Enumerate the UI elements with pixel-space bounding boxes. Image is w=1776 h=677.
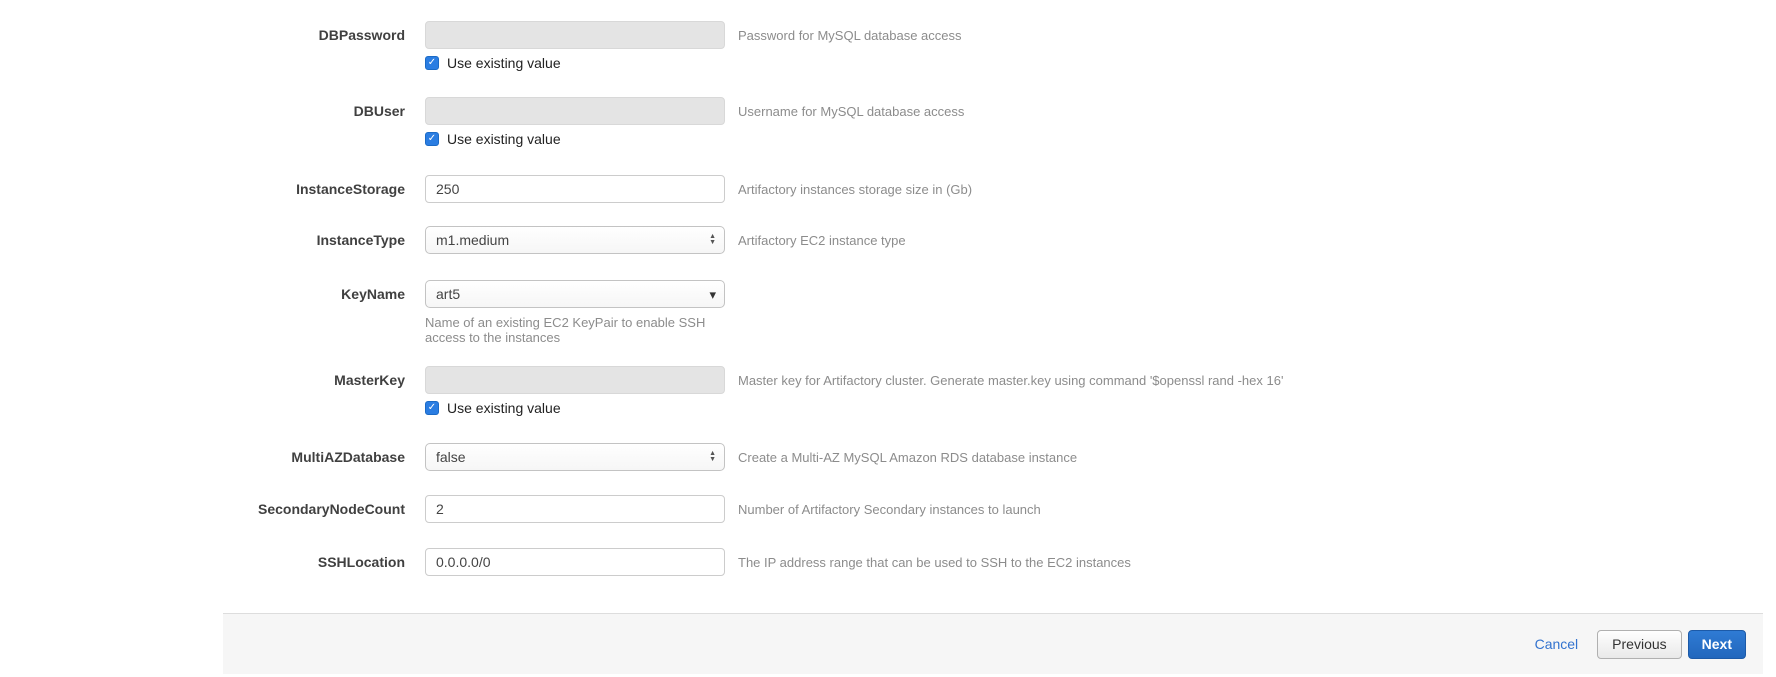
- field-description: Create a Multi-AZ MySQL Amazon RDS database instance: [738, 450, 1078, 465]
- dbpassword-use-existing-row: [425, 55, 725, 71]
- use-existing-value-label: Use existing value: [447, 400, 561, 416]
- dbpassword-input: [425, 21, 725, 49]
- field-description: Master key for Artifactory cluster. Generate master.key using command '$openssl rand -hex 16': [738, 373, 1284, 388]
- select-spinner-icon: [709, 234, 716, 246]
- stack-parameters-form: [0, 21, 1776, 576]
- instancetype-select[interactable]: [425, 226, 725, 254]
- dbuser-input: [425, 97, 725, 125]
- field-control-sshlocation: [425, 548, 725, 576]
- multiazdatabase-select[interactable]: [425, 443, 725, 471]
- field-control-instancestorage: [425, 175, 725, 203]
- instancetype-selected-value: m1.medium: [436, 232, 510, 248]
- previous-button[interactable]: Previous: [1597, 630, 1681, 659]
- multiazdatabase-selected-value: false: [436, 449, 466, 465]
- field-row-instancetype: [0, 226, 1776, 254]
- field-label-secondarynodecount: SecondaryNodeCount: [257, 501, 405, 517]
- field-row-dbuser: [0, 97, 1776, 147]
- caret-down-icon: ▾: [709, 286, 716, 302]
- wizard-footer: [223, 613, 1763, 674]
- field-control-multiazdatabase: [425, 443, 725, 471]
- keyname-help-text: Name of an existing EC2 KeyPair to enable SSH access to the instances: [425, 315, 706, 345]
- field-label-instancestorage: InstanceStorage: [296, 181, 405, 197]
- select-spinner-icon: [709, 451, 716, 463]
- field-control-keyname: [425, 280, 725, 345]
- field-control-dbpassword: [425, 21, 725, 71]
- arrow-down-icon: ▼: [709, 239, 716, 246]
- field-control-secondarynodecount: [425, 495, 725, 523]
- arrow-down-icon: ▼: [709, 456, 716, 463]
- sshlocation-input[interactable]: [425, 548, 725, 576]
- field-control-instancetype: [425, 226, 725, 254]
- field-label-sshlocation: SSHLocation: [317, 554, 405, 570]
- secondarynodecount-input[interactable]: [425, 495, 725, 523]
- field-description: Password for MySQL database access: [738, 28, 962, 43]
- field-row-secondarynodecount: [0, 495, 1776, 523]
- instancestorage-input[interactable]: [425, 175, 725, 203]
- field-label-keyname: KeyName: [341, 286, 405, 302]
- use-existing-value-label: Use existing value: [447, 131, 561, 147]
- arrow-up-icon: ▲: [709, 450, 716, 457]
- field-description: Artifactory EC2 instance type: [738, 233, 906, 248]
- field-label-multiazdatabase: MultiAZDatabase: [291, 449, 405, 465]
- masterkey-use-existing-checkbox[interactable]: [425, 401, 439, 415]
- field-description: Number of Artifactory Secondary instances to launch: [738, 502, 1041, 517]
- field-label-dbpassword: DBPassword: [318, 27, 405, 43]
- field-row-multiazdatabase: [0, 443, 1776, 471]
- field-row-masterkey: [0, 366, 1776, 416]
- check-icon: ✓: [427, 57, 437, 68]
- field-label-instancetype: InstanceType: [316, 232, 405, 248]
- field-description: Artifactory instances storage size in (Gb): [738, 182, 973, 197]
- keyname-selected-value: art5: [436, 286, 461, 302]
- field-row-sshlocation: [0, 548, 1776, 576]
- dbuser-use-existing-checkbox[interactable]: [425, 132, 439, 146]
- field-row-keyname: [0, 280, 1776, 345]
- field-description: The IP address range that can be used to SSH to the EC2 instances: [738, 555, 1131, 570]
- field-label-dbuser: DBUser: [353, 103, 405, 119]
- check-icon: ✓: [427, 402, 437, 413]
- dbpassword-use-existing-checkbox[interactable]: [425, 56, 439, 70]
- masterkey-input: [425, 366, 725, 394]
- use-existing-value-label: Use existing value: [447, 55, 561, 71]
- field-label-masterkey: MasterKey: [334, 372, 405, 388]
- arrow-up-icon: ▲: [709, 233, 716, 240]
- dbuser-use-existing-row: [425, 131, 725, 147]
- masterkey-use-existing-row: [425, 400, 725, 416]
- cancel-link[interactable]: Cancel: [1534, 636, 1579, 652]
- field-control-masterkey: [425, 366, 725, 416]
- check-icon: ✓: [427, 133, 437, 144]
- field-description: Username for MySQL database access: [738, 104, 965, 119]
- keyname-dropdown[interactable]: [425, 280, 725, 308]
- next-button[interactable]: Next: [1688, 630, 1746, 659]
- field-control-dbuser: [425, 97, 725, 147]
- field-row-instancestorage: [0, 175, 1776, 203]
- field-row-dbpassword: [0, 21, 1776, 71]
